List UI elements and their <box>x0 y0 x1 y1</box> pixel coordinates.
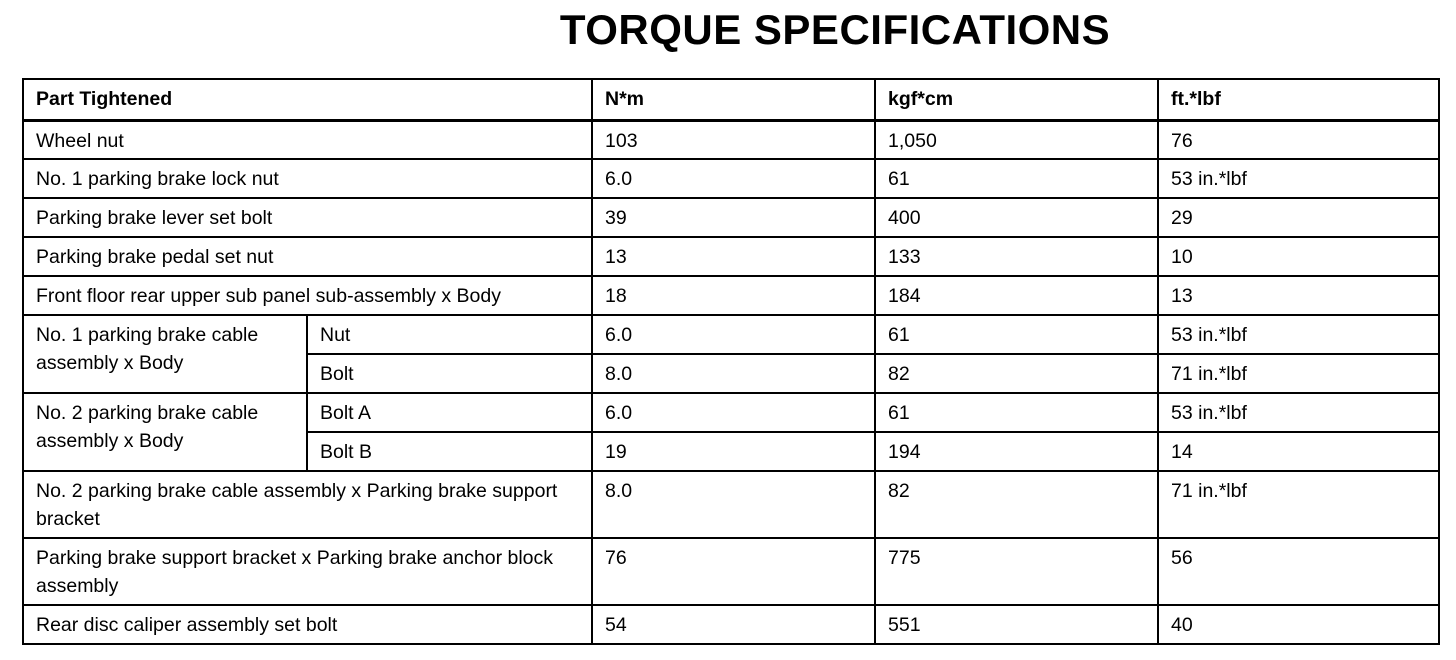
group-part-cell: No. 2 parking brake cable assembly x Body <box>23 393 307 471</box>
nm-cell: 103 <box>592 120 875 159</box>
kgfcm-cell: 400 <box>875 198 1158 237</box>
header-row <box>23 79 1439 120</box>
nm-cell: 6.0 <box>592 393 875 432</box>
nm-cell: 6.0 <box>592 315 875 354</box>
sub-part-cell: Nut <box>307 315 592 354</box>
nm-cell: 18 <box>592 276 875 315</box>
ftlbf-cell: 71 in.*lbf <box>1158 471 1439 538</box>
kgfcm-cell: 133 <box>875 237 1158 276</box>
nm-cell: 54 <box>592 605 875 644</box>
col-header-ftlbf: ft.*lbf <box>1158 79 1439 120</box>
kgfcm-cell: 1,050 <box>875 120 1158 159</box>
kgfcm-cell: 61 <box>875 315 1158 354</box>
table-row <box>23 276 1439 315</box>
ftlbf-cell: 71 in.*lbf <box>1158 354 1439 393</box>
part-cell: Parking brake pedal set nut <box>23 237 592 276</box>
group-part-cell: No. 1 parking brake cable assembly x Body <box>23 315 307 393</box>
kgfcm-cell: 61 <box>875 159 1158 198</box>
nm-cell: 19 <box>592 432 875 471</box>
col-header-part: Part Tightened <box>23 79 592 120</box>
nm-cell: 39 <box>592 198 875 237</box>
col-header-nm: N*m <box>592 79 875 120</box>
nm-cell: 8.0 <box>592 471 875 538</box>
part-cell: Parking brake lever set bolt <box>23 198 592 237</box>
kgfcm-cell: 775 <box>875 538 1158 605</box>
nm-cell: 13 <box>592 237 875 276</box>
kgfcm-cell: 551 <box>875 605 1158 644</box>
sub-part-cell: Bolt B <box>307 432 592 471</box>
ftlbf-cell: 76 <box>1158 120 1439 159</box>
nm-cell: 76 <box>592 538 875 605</box>
part-cell: Parking brake support bracket x Parking brake anchor block assembly <box>23 538 592 605</box>
table-row <box>23 120 1439 159</box>
table-row <box>23 538 1439 605</box>
part-cell: Front floor rear upper sub panel sub-assembly x Body <box>23 276 592 315</box>
table-row <box>23 159 1439 198</box>
page-title: TORQUE SPECIFICATIONS <box>559 6 1111 53</box>
kgfcm-cell: 61 <box>875 393 1158 432</box>
ftlbf-cell: 10 <box>1158 237 1439 276</box>
table-row <box>23 471 1439 538</box>
ftlbf-cell: 29 <box>1158 198 1439 237</box>
table-row <box>23 237 1439 276</box>
ftlbf-cell: 53 in.*lbf <box>1158 159 1439 198</box>
col-header-kgfcm: kgf*cm <box>875 79 1158 120</box>
part-cell: No. 2 parking brake cable assembly x Parking brake support bracket <box>23 471 592 538</box>
kgfcm-cell: 184 <box>875 276 1158 315</box>
ftlbf-cell: 53 in.*lbf <box>1158 393 1439 432</box>
table-row-group <box>23 393 1439 432</box>
sub-part-cell: Bolt <box>307 354 592 393</box>
table-row <box>23 198 1439 237</box>
table-row <box>23 605 1439 644</box>
part-cell: Rear disc caliper assembly set bolt <box>23 605 592 644</box>
table-row-group <box>23 315 1439 354</box>
kgfcm-cell: 194 <box>875 432 1158 471</box>
ftlbf-cell: 14 <box>1158 432 1439 471</box>
kgfcm-cell: 82 <box>875 471 1158 538</box>
sub-part-cell: Bolt A <box>307 393 592 432</box>
part-cell: Wheel nut <box>23 120 592 159</box>
part-cell: No. 1 parking brake lock nut <box>23 159 592 198</box>
kgfcm-cell: 82 <box>875 354 1158 393</box>
ftlbf-cell: 40 <box>1158 605 1439 644</box>
nm-cell: 6.0 <box>592 159 875 198</box>
nm-cell: 8.0 <box>592 354 875 393</box>
ftlbf-cell: 56 <box>1158 538 1439 605</box>
ftlbf-cell: 13 <box>1158 276 1439 315</box>
torque-spec-table <box>22 78 1440 645</box>
ftlbf-cell: 53 in.*lbf <box>1158 315 1439 354</box>
